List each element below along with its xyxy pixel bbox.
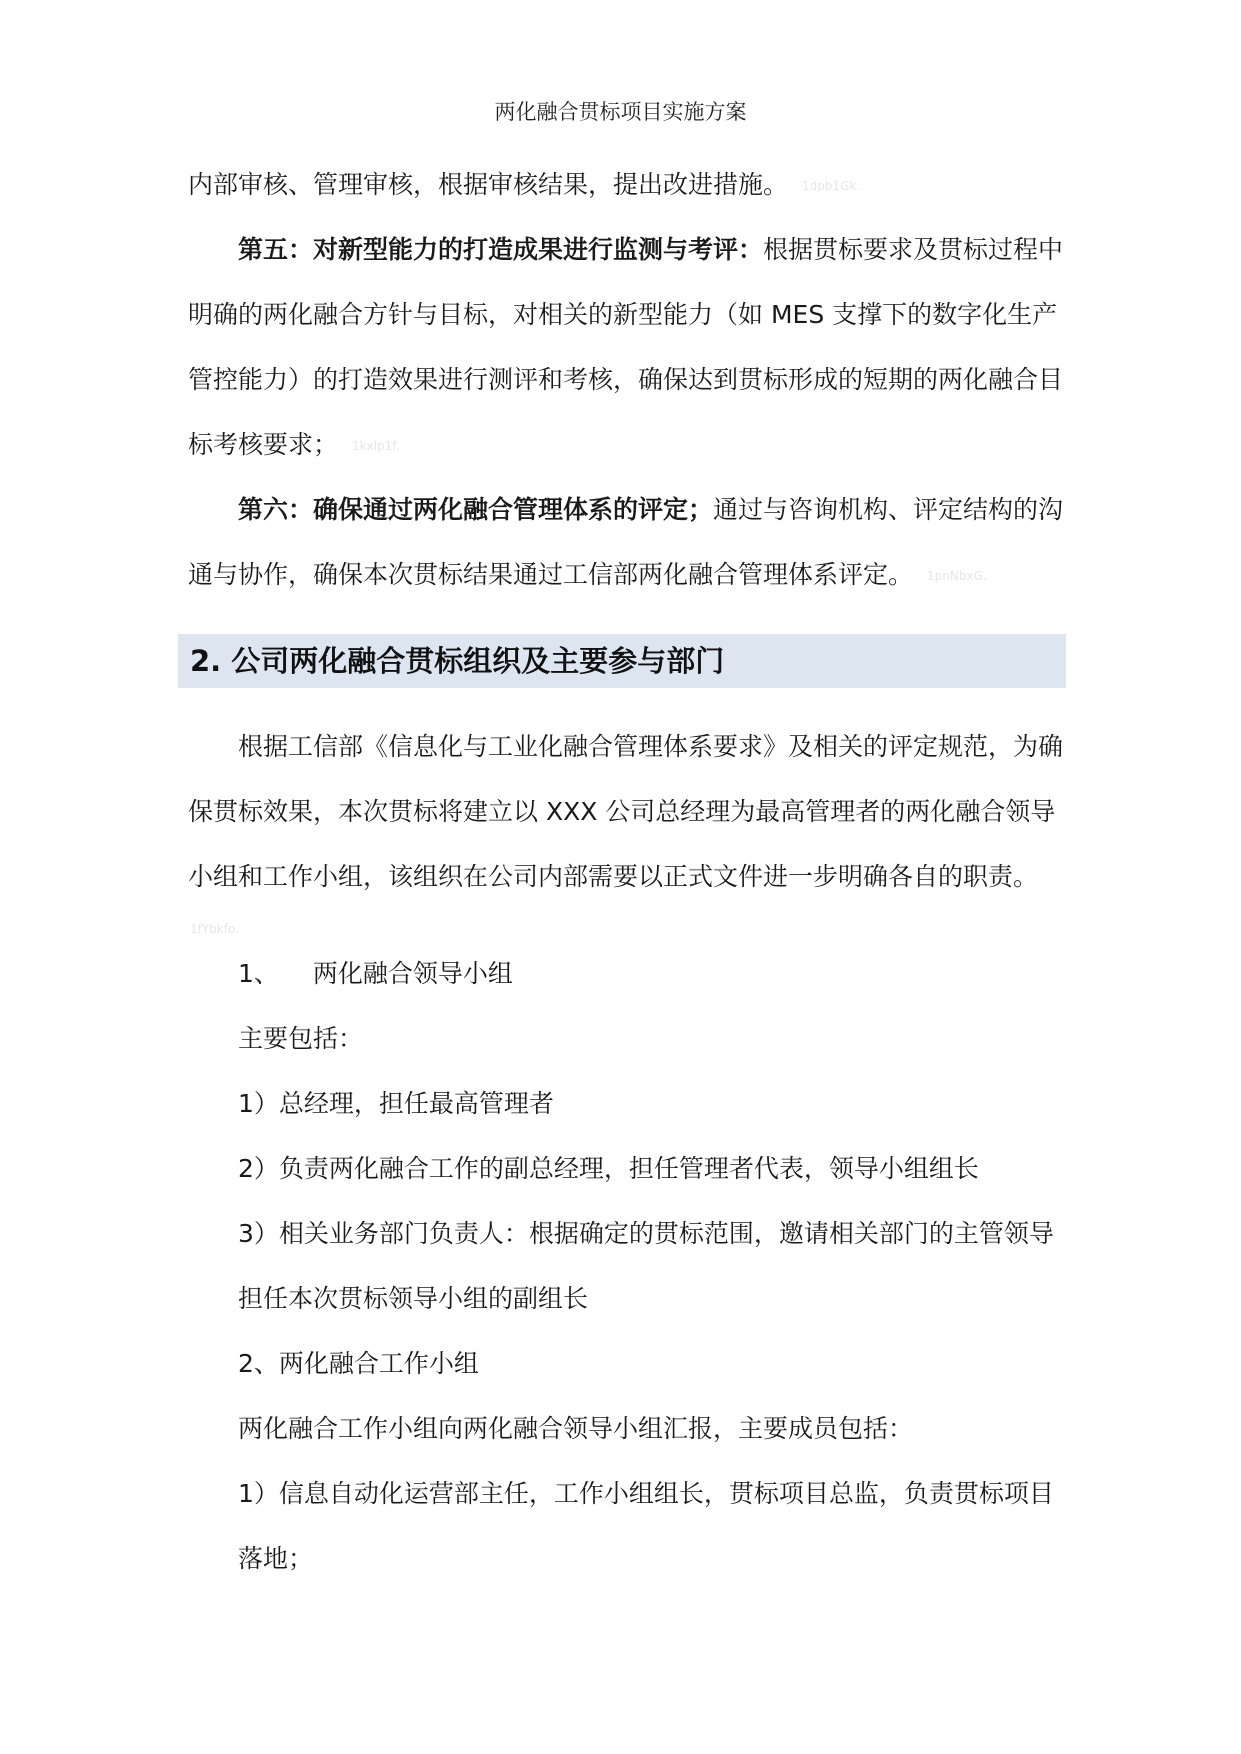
list-item: 1）总经理，担任最高管理者 — [238, 1089, 554, 1118]
text-line — [188, 168, 1058, 203]
list-item: 落地； — [238, 1544, 314, 1573]
text-line — [238, 233, 1108, 267]
list-number: 1、 — [238, 959, 279, 988]
section-heading: 2. 公司两化融合贯标组织及主要参与部门 — [178, 634, 1066, 688]
text-line: 明确的两化融合方针与目标，对相关的新型能力（如 MES 支撑下的数字化生产 — [188, 300, 1058, 329]
text-line — [188, 558, 1058, 593]
watermark-code: 1dpb1Gk. — [802, 179, 861, 193]
page-header: 两化融合贯标项目实施方案 — [494, 100, 747, 124]
list-item — [238, 957, 1108, 991]
text-line: 管控能力）的打造效果进行测评和考核，确保达到贯标形成的短期的两化融合目 — [188, 365, 1064, 394]
text-line — [238, 493, 1108, 527]
list-item: 担任本次贯标领导小组的副组长 — [238, 1284, 589, 1313]
text-line — [188, 428, 1058, 463]
line-text: 根据贯标要求及贯标过程中 — [763, 235, 1064, 264]
list-item: 2、两化融合工作小组 — [238, 1349, 479, 1378]
watermark-code: 1kxlp1f. — [352, 439, 400, 453]
text-line: 保贯标效果，本次贯标将建立以 XXX 公司总经理为最高管理者的两化融合领导 — [188, 797, 1056, 826]
text-line: 小组和工作小组，该组织在公司内部需要以正式文件进一步明确各自的职责。 — [188, 862, 1039, 891]
list-item: 3）相关业务部门负责人：根据确定的贯标范围，邀请相关部门的主管领导 — [238, 1219, 1054, 1248]
text-line: 根据工信部《信息化与工业化融合管理体系要求》及相关的评定规范，为确 — [238, 732, 1064, 761]
watermark-code: 1pnNbxG. — [927, 569, 987, 583]
line-text: 标考核要求； — [188, 430, 339, 459]
text-line: 主要包括： — [238, 1024, 364, 1053]
line-text: 通过与咨询机构、评定结构的沟 — [713, 495, 1064, 524]
text-line: 两化融合工作小组向两化融合领导小组汇报，主要成员包括： — [238, 1414, 914, 1443]
line-text: 通与协作，确保本次贯标结果通过工信部两化融合管理体系评定。 — [188, 560, 914, 589]
line-text: 内部审核、管理审核，根据审核结果，提出改进措施。 — [188, 170, 789, 199]
list-item: 1）信息自动化运营部主任，工作小组组长，贯标项目总监，负责贯标项目 — [238, 1479, 1054, 1508]
bold-lead: 第五：对新型能力的打造成果进行监测与考评： — [238, 235, 764, 264]
list-item: 2）负责两化融合工作的副总经理，担任管理者代表，领导小组组长 — [238, 1154, 979, 1183]
list-title: 两化融合领导小组 — [312, 959, 513, 988]
watermark-code: 1fYbkfo. — [190, 922, 239, 936]
bold-lead: 第六：确保通过两化融合管理体系的评定； — [238, 495, 714, 524]
